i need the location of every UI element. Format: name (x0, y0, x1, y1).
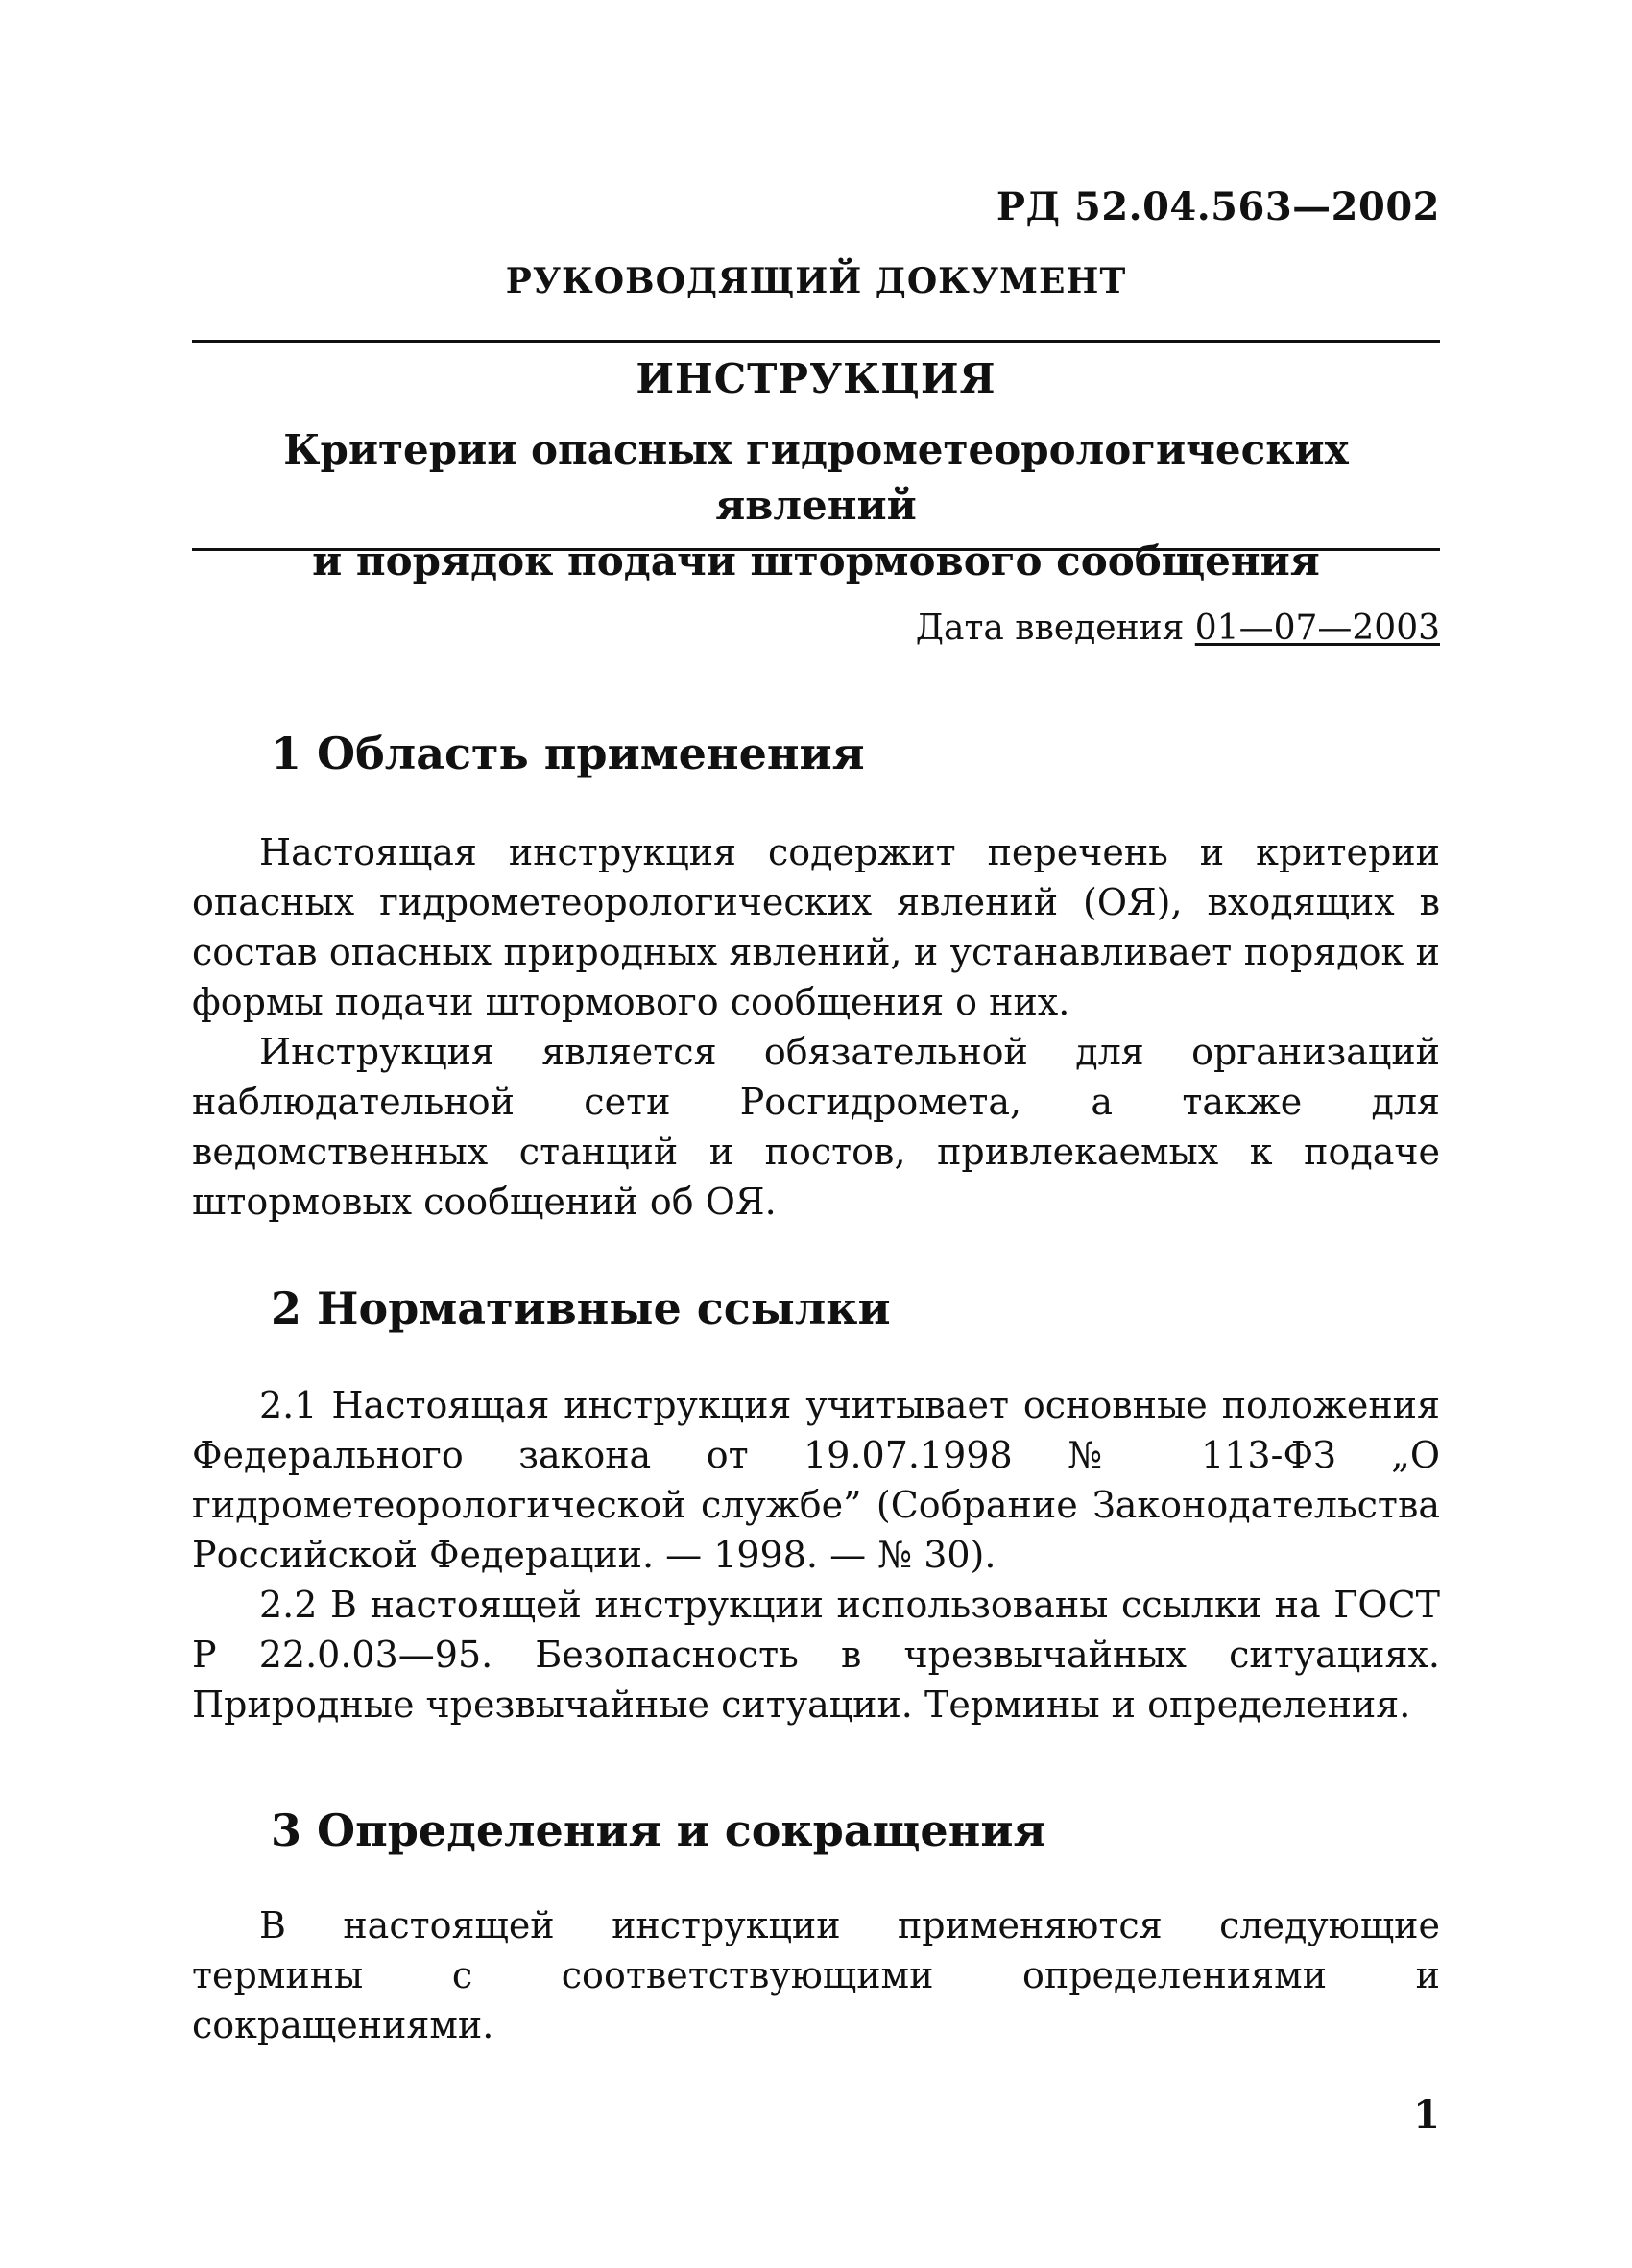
date-value: 01—07—2003 (1194, 609, 1440, 648)
paragraph: Инструкция является обязательной для организаций наблюдательной сети Росгидромета, а также для ведомственных станций и постов, привлекаемых к подаче штормовых сообщений об ОЯ. (192, 1031, 1440, 1223)
date-label: Дата введения (915, 609, 1185, 648)
section-heading-definitions: 3 Определения и сокращения (271, 1804, 1046, 1856)
document-title (192, 422, 1440, 589)
paragraph: В настоящей инструкции применяются следующие термины с соответствующими определениями и сокращениями. (192, 1904, 1440, 2046)
section-heading-references: 2 Нормативные ссылки (271, 1282, 891, 1334)
page-number: 1 (1413, 2092, 1440, 2137)
instruction-heading: ИНСТРУКЦИЯ (636, 355, 996, 402)
title-line-1: Критерии опасных гидрометеорологических явлений (283, 426, 1349, 529)
document-code: РД 52.04.563—2002 (996, 184, 1440, 229)
top-rule (192, 340, 1440, 343)
title-line-2: и порядок подачи штормового сообщения (312, 537, 1320, 585)
section-heading-scope: 1 Область применения (271, 728, 865, 779)
introduction-date (916, 609, 1440, 648)
paragraph: 2.2 В настоящей инструкции использованы ссылки на ГОСТ Р 22.0.03—95. Безопасность в чрезвычайных ситуациях. Природные чрезвычайные ситуации. Термины и определения. (192, 1584, 1440, 1726)
paragraph: 2.1 Настоящая инструкция учитывает основные положения Федерального закона от 19.07.1998 № 113-ФЗ „О гидрометеорологической службе” (Собрание Законодательства Российской Федерации. — 1998. — № 30). (192, 1384, 1440, 1576)
document-type: РУКОВОДЯЩИЙ ДОКУМЕНТ (505, 261, 1127, 301)
bottom-rule (192, 548, 1440, 551)
section-body-scope (192, 827, 1440, 1227)
section-body-references (192, 1380, 1440, 1730)
paragraph: Настоящая инструкция содержит перечень и критерии опасных гидрометеорологических явлений (ОЯ), входящих в состав опасных природных явлений, и устанавливает порядок и формы подачи штормового сообщения о них. (192, 831, 1440, 1023)
section-body-definitions (192, 1900, 1440, 2050)
